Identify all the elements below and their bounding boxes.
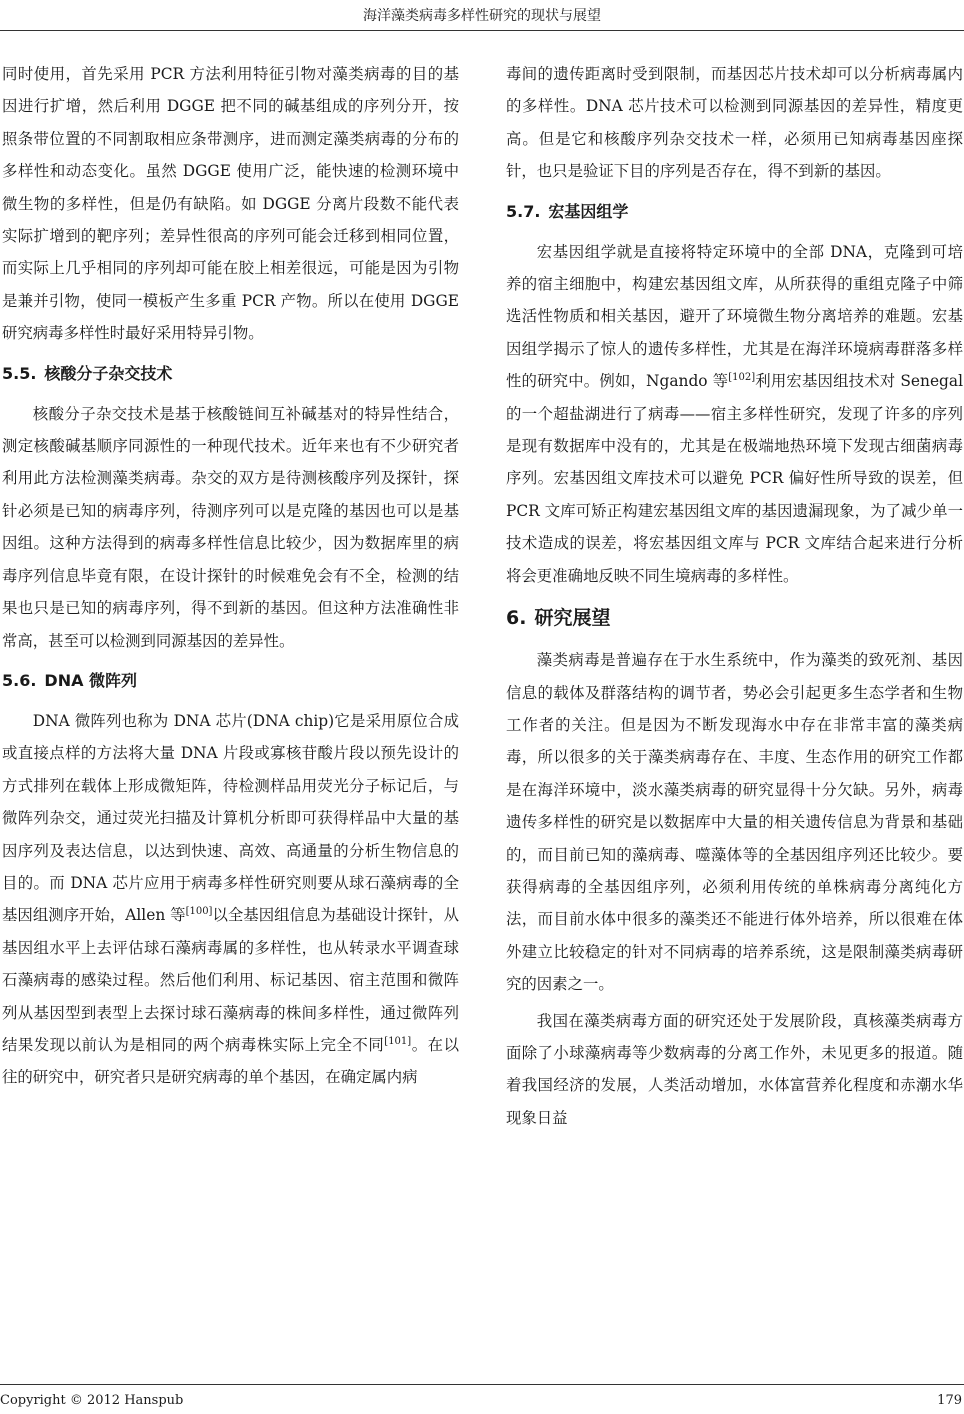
section-heading-5-7 <box>506 198 963 226</box>
section-heading-5-5 <box>2 360 459 388</box>
section-title: 宏基因组学 <box>548 201 629 221</box>
paragraph-text: 宏基因组学就是直接将特定环境中的全部 DNA，克隆到可培养的宿主细胞中，构建宏基因组文库，从所获得的重组克隆子中筛选活性物质和相关基因，避开了环境微生物分离培养的难题。宏基因组学揭示了惊人的遗传多样性，尤其是在海洋环境病毒群落多样性的研究中。例如，Ngando 等 <box>506 242 963 391</box>
section-heading-6 <box>506 604 963 632</box>
paragraph-text: 。在以往的研究中，研究者只是研究病毒的单个基因，在确定属内病 <box>2 1035 459 1087</box>
paragraph-microarray <box>2 705 459 1094</box>
section-title: 研究展望 <box>534 607 611 630</box>
page-number: 179 <box>937 1393 962 1408</box>
paragraph-text: DNA 微阵列也称为 DNA 芯片(DNA chip)它是采用原位合成或直接点样的方法将大量 DNA 片段或寡核苷酸片段以预先设计的方式排列在载体上形成微矩阵，待检测样品用荧光分子标记后，与微阵列杂交，通过荧光扫描及计算机分析即可获得样品中大量的基因序列及表达信息，以达到快速、高效、高通量的分析生物信息的目的。而 DNA 芯片应用于病毒多样性研究则要从球石藻病毒的全基因组测序开始，Allen 等 <box>2 711 459 925</box>
paragraph-pcr-dgge: 同时使用，首先采用 PCR 方法利用特征引物对藻类病毒的目的基因进行扩增，然后利用 DGGE 把不同的碱基组成的序列分开，按照条带位置的不同割取相应条带测序，进而测定藻类病毒的分布的多样性和动态变化。虽然 DGGE 使用广泛，能快速的检测环境中微生物的多样性，但是仍有缺陷。如 DGGE 分离片段数不能代表实际扩增到的靶序列；差异性很高的序列可能会迁移到相同位置，而实际上几乎相同的序列却可能在胶上相差很远，可能是因为引物是兼并引物，使同一模板产生多重 PCR 产物。所以在使用 DGGE 研究病毒多样性时最好采用特异引物。 <box>2 65 459 343</box>
paragraph-outlook-2: 我国在藻类病毒方面的研究还处于发展阶段，真核藻类病毒方面除了小球藻病毒等少数病毒的分离工作外，未见更多的报道。随着我国经济的发展，人类活动增加，水体富营养化程度和赤潮水华现象日益 <box>506 1011 963 1127</box>
section-heading-5-6 <box>2 667 459 695</box>
header-rule <box>0 30 964 31</box>
running-header: 海洋藻类病毒多样性研究的现状与展望 <box>363 8 601 24</box>
citation-102[interactable]: [102] <box>728 372 756 384</box>
paragraph-text: 利用宏基因组技术对 Senegal 的一个超盐湖进行了病毒——宿主多样性研究，发现了许多的序列是现有数据库中没有的，尤其是在极端地热环境下发现古细菌病毒序列。宏基因组文库技术可以避免 PCR 偏好性所导致的误差，但 PCR 文库可矫正构建宏基因组文库的基因遗漏现象，为了减少单一技术造成的误差，将宏基因组文库与 PCR 文库结合起来进行分析将会更准确地反映不同生境病毒的多样性。 <box>506 372 963 585</box>
right-column <box>506 58 963 1138</box>
copyright-notice: Copyright © 2012 Hanspub <box>0 1393 184 1408</box>
citation-100[interactable]: [100] <box>185 906 213 918</box>
section-number: 5.6. <box>2 670 37 690</box>
section-title: 核酸分子杂交技术 <box>44 363 173 383</box>
paragraph-hybridization: 核酸分子杂交技术是基于核酸链间互补碱基对的特异性结合，测定核酸碱基顺序同源性的一种现代技术。近年来也有不少研究者利用此方法检测藻类病毒。杂交的双方是待测核酸序列及探针，探针必须是已知的病毒序列，待测序列可以是克隆的基因也可以是基因组。这种方法得到的病毒多样性信息比较少，因为数据库里的病毒序列信息毕竟有限，在设计探针的时候难免会有不全，检测的结果也只是已知的病毒序列，得不到新的基因。但这种方法准确性非常高，甚至可以检测到同源基因的差异性。 <box>2 404 459 650</box>
paragraph-chip-continued: 毒间的遗传距离时受到限制，而基因芯片技术却可以分析病毒属内的多样性。DNA 芯片技术可以检测到同源基因的差异性，精度更高。但是它和核酸序列杂交技术一样，必须用已知病毒基因座探针，也只是验证下目的序列是否存在，得不到新的基因。 <box>506 65 963 181</box>
section-number: 5.7. <box>506 201 541 221</box>
footer-rule <box>0 1384 964 1385</box>
citation-101[interactable]: [101] <box>384 1035 412 1047</box>
left-column <box>2 58 459 1098</box>
paragraph-text: 以全基因组信息为基础设计探针，从基因组水平上去评估球石藻病毒属的多样性，也从转录水平调查球石藻病毒的感染过程。然后他们利用、标记基因、宿主范围和微阵列从基因型到表型上去探讨球石藻病毒的株间多样性，通过微阵列结果发现以前认为是相同的两个病毒株实际上完全不同 <box>2 906 459 1054</box>
section-number: 6. <box>506 607 527 630</box>
section-title: DNA 微阵列 <box>44 670 138 690</box>
section-number: 5.5. <box>2 363 37 383</box>
paragraph-outlook-1: 藻类病毒是普遍存在于水生系统中，作为藻类的致死剂、基因信息的载体及群落结构的调节者，势必会引起更多生态学者和生物工作者的关注。但是因为不断发现海水中存在非常丰富的藻类病毒，所以很多的关于藻类病毒存在、丰度、生态作用的研究工作都是在海洋环境中，淡水藻类病毒的研究显得十分欠缺。另外，病毒遗传多样性的研究是以数据库中大量的相关遗传信息为背景和基础的，而目前已知的藻病毒、噬藻体等的全基因组序列还比较少。要获得病毒的全基因组序列，必须利用传统的单株病毒分离纯化方法，而目前水体中很多的藻类还不能进行体外培养，所以很难在体外建立比较稳定的针对不同病毒的培养系统，这是限制藻类病毒研究的因素之一。 <box>506 651 963 994</box>
paragraph-metagenomics <box>506 236 963 592</box>
